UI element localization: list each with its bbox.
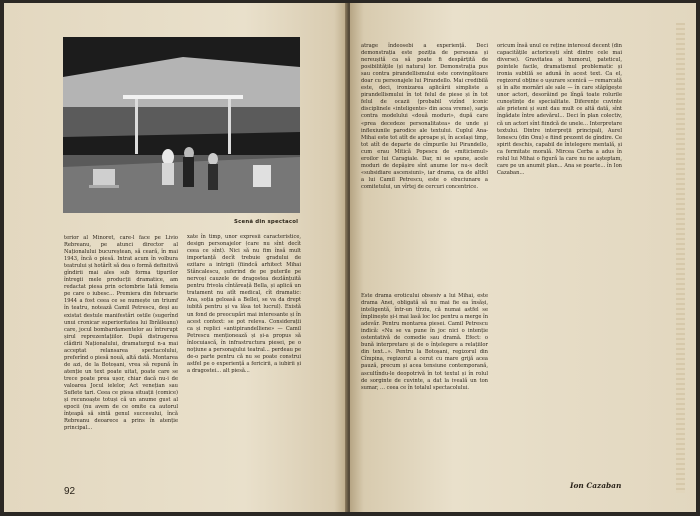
left-page (4, 3, 348, 512)
magazine-spread (4, 3, 696, 512)
right-column-2: oricum însă unul ce reține interesul decent (din capacitățile actoricești sînt dintre cele mai diverse). Gravitatea și humorul, pateticul, pointele facile, dramatismul problematic și ironia subtilă se adună în acest text. Ca el, regizorul obține o ușurare scenică — remarcată și în alte mornări ale sale — în care stăpîgește unor actori, desorăind pe lîngă toate rolurile cunoștințe de specialitate. Diferențe cuvinte ale prieteni și sunt dau mult ce altă dată, sînt îngădate între adevărul... Deci în plan colectiv, că un actori sînt fiindcă de unele... Interpretare textului. Dintre interpreții principali, Aurel Ionescu (din Onu) e fiind prezent de gîndire. Ce spirit deschis, capabil de întelegere mentală, și ca fermitate morală. Mircea Cerba a adus în rolul lui Mihai o figură la care nu ne așteptam, care pe un anumit plan... Ana se poarte... în Ion Cazaban... (497, 43, 622, 176)
right-column-1-bottom: Este drama eroticului obsesiv a lui Mihai, este drama Anei, obligată să nu mai fie ea însăși, inteligentă, într-un tîrziu, că numai astfel se împlinește și-i mai lasă loc loc pentru a merge în adevăr. Pentru montarea piesei. Camil Petrescu indică: «Nu se va pune în joc nici o intenție ostentativă de comedie sau dramă. Efect: o bună interpretare și de o înțelegere a relațiilor din text...». Pentru la Botoșani, regizorul din Cîmpina, regizorul a cerut cu mare grijă acea pauză, precum și acea tensiune contemporană, ascultîndu-le deopotrivă în tot textul și în rolul de sorginte de cuvinte, a dat la iveală un ton sumar, ... ceea ce în totalul spectacolului. (361, 293, 489, 391)
photo-caption: Scenă din spectacol (234, 219, 299, 225)
stage-scene-image (63, 37, 300, 213)
stage-photo (63, 37, 300, 213)
left-column-1: terior al Minoret, care-l face pe Livio Rebreanu, pe atunci director al Naționalului bucureștean, să ceară, în mai 1943, încă o piesă. Intrat acum în volbura teatrului și hotărît să dea o formă definitivă gîndirii mai ales sub forma tipurilor întregii mele producții dramatice, am redactat piesa prin octombrie Iată femeia pe care o iubesc... Premiera din februarie 1944 a fost ceea ce se numește un triumf în teatru, notează Camil Petrescu, deși au existat destule manifestări ostile (sugerînd unui cronicar superioritatea lui Ibrăileanu) care, jocul bombardamentelor au întrerupt șirul reprezentațiilor. După distrugerea clădirii Naționalului, dramaturgul n-a mai acceptat relansarea spectacolului, preferînd o piesă nouă, altă dată. Montarea de azi, de la Botoșani, vrea să repună în atenție un text poate uitat, poate care se trece poate prea ușor, chiar dacă nu-i de valoarea Jocul ielelor, Act venețian sau Suflete tari. Ceea ce piesa situații (comice) și recunoaște totuși că un anume gust al epocii (nu avem de ce omite ca autorul înțeapă să sintă genul succesului, încă Rebreanu deoarece a prins în atenție principal... (64, 235, 179, 432)
right-column-1-top: atrage îndeosebi a experiență. Deci demonstrația este poziția de persoana și nereușită ca să poate fi despărțită de posibilitățile (și natura) lor. Demonstrația pus sau contra pirandellismului este convingătoare doar cu personajele lui Pirandello. Mai credibilă este, deci, ironizarea aplicării simpliste a pirandellismului în tot felul de piese și în tot felul de ocazii (probabil vizînd iconic disciplinele «inteligente» din acea vreme), sarja contra modelului «două moduri», după care «prea decedeze personalitatea» de unde și inflexiunile parodice ale textului. Cuplul Ana-Mihai este tot atît de aproape și, în același timp, tot atît de departe de cîmpurile lui Pirandello, cum erau Mitică Popescu de «miticismul» eroilor lui Caragiale. Dar, ni se spune, acele moduri de depășire sînt anume lor nu-s decît «subsidiare ascensiuni», iar drama, ca de altfel a lui Camil Petrescu, este o ebuciunare a comitetului, un vîrtej de cercuri concentrice. (361, 43, 488, 190)
author-signature: Ion Cazaban (570, 481, 622, 490)
left-column-2: xate în timp, unor expresii caracteristice, design personajelor (care nu sînt decît ceea ce sînt). Nici să nu fim însă mult importanță decît trebuie gradului de ezitare a intrigii (fiindcă arhitect Mihai Stăncalescu, șuferind de pe puterile pe nervoși cauzele de dragostea dezlănțuită pentru frivola cîntăreață Bella, și aplică un tratament nu atît medical, cît dramatic: Ana, soția geloasă a Bellei, se va da drept iubită pentru și va lăsa tot lucrul). Există un fond de preocupări mai interesante și în acest context: se pot releva. Considerații ca și replici «antipirandelliene» — Camil Petrescu menționează și și-a propus să înlocuiască, în infrastructura piesei, pe o noțiune a personajului teatral... perdeau pe de-o parte pentru că nu se poate construi astfel pe o experiență a fericirii, a iubirii și a dragostei... alt piesă... (187, 234, 301, 374)
page-edge-texture (676, 23, 685, 493)
page-number: 92 (64, 486, 76, 497)
